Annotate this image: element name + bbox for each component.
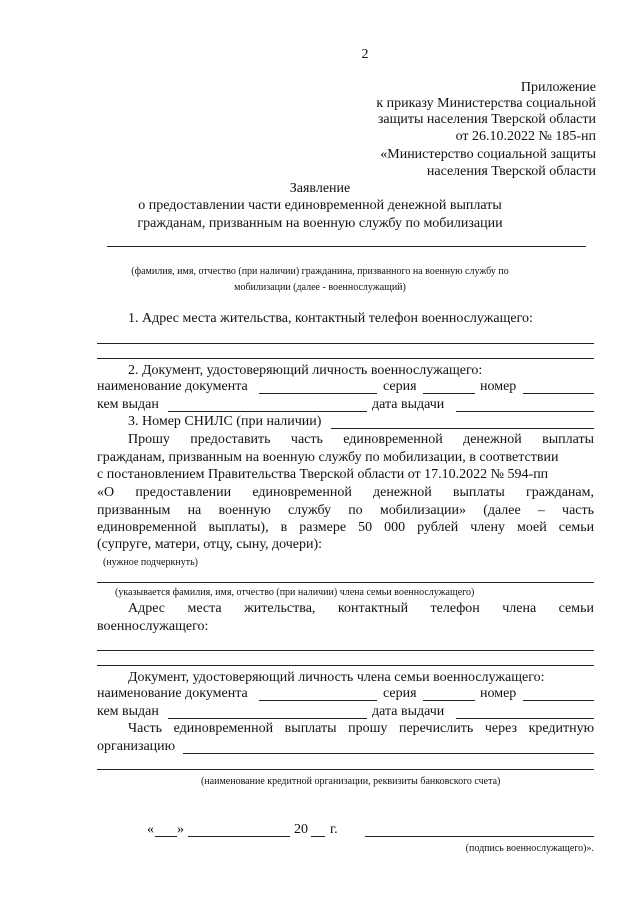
request-paragraph-line: Прошу предоставить часть единовременной денежной выплаты bbox=[128, 432, 595, 447]
year-prefix: 20 bbox=[294, 822, 308, 837]
doc-name-label: наименование документа bbox=[97, 686, 248, 701]
request-paragraph-line: «О предоставлении единовременной денежной выплаты гражданам, bbox=[97, 485, 594, 500]
family-address-field[interactable] bbox=[97, 665, 594, 666]
request-paragraph-line: призванным на военную службу по мобилизации» (далее – часть bbox=[97, 503, 595, 518]
fio-caption: (фамилия, имя, отчество (при наличии) гражданина, призванного на военную службу по bbox=[131, 266, 509, 277]
fio-line[interactable] bbox=[107, 246, 586, 247]
family-member-fio-line[interactable] bbox=[97, 582, 594, 583]
section-2-label: 2. Документ, удостоверяющий личность военнослужащего: bbox=[128, 363, 483, 378]
family-address-line: военнослужащего: bbox=[97, 619, 209, 634]
issue-date-field[interactable] bbox=[456, 718, 594, 719]
family-address-line: Адрес места жительства, контактный телефон члена семьи bbox=[128, 601, 595, 616]
series-label: серия bbox=[383, 686, 417, 701]
issue-date-label: дата выдачи bbox=[372, 397, 445, 412]
credit-org-caption: (наименование кредитной организации, реквизиты банковского счета) bbox=[201, 776, 501, 787]
document-title: Заявление bbox=[289, 181, 351, 196]
family-address-field[interactable] bbox=[97, 650, 594, 651]
appendix-line: защиты населения Тверской области bbox=[377, 112, 596, 127]
appendix-line: к приказу Министерства социальной bbox=[376, 96, 596, 111]
issued-by-label: кем выдан bbox=[97, 704, 159, 719]
day-field[interactable] bbox=[155, 836, 177, 837]
appendix-line: «Министерство социальной защиты bbox=[380, 147, 596, 162]
issued-by-label: кем выдан bbox=[97, 397, 159, 412]
request-paragraph-line: (супруге, матери, отцу, сыну, дочери): bbox=[97, 537, 323, 552]
fio-caption: мобилизации (далее - военнослужащий) bbox=[234, 282, 406, 293]
signature-field[interactable] bbox=[365, 836, 594, 837]
appendix-line: населения Тверской области bbox=[426, 164, 596, 179]
doc-name-field[interactable] bbox=[259, 700, 377, 701]
date-quote-close: » bbox=[177, 822, 184, 837]
issue-date-field[interactable] bbox=[456, 411, 594, 412]
issued-by-field[interactable] bbox=[168, 411, 367, 412]
section-3-label: 3. Номер СНИЛС (при наличии) bbox=[128, 414, 322, 429]
credit-org-field[interactable] bbox=[183, 753, 594, 754]
document-subtitle-line: гражданам, призванным на военную службу по мобилизации bbox=[137, 216, 503, 231]
signature-caption: (подпись военнослужащего)». bbox=[465, 843, 594, 854]
request-paragraph-line: гражданам, призванным на военную службу по мобилизации, в соответствии bbox=[97, 450, 559, 465]
series-field[interactable] bbox=[423, 700, 475, 701]
doc-name-label: наименование документа bbox=[97, 379, 248, 394]
issued-by-field[interactable] bbox=[168, 718, 367, 719]
year-field[interactable] bbox=[311, 836, 325, 837]
address-line[interactable] bbox=[97, 358, 594, 359]
page-number: 2 bbox=[361, 47, 369, 62]
month-field[interactable] bbox=[188, 836, 290, 837]
series-label: серия bbox=[383, 379, 417, 394]
number-field[interactable] bbox=[523, 700, 594, 701]
family-doc-label: Документ, удостоверяющий личность члена семьи военнослужащего: bbox=[128, 670, 545, 685]
doc-name-field[interactable] bbox=[259, 393, 377, 394]
series-field[interactable] bbox=[423, 393, 475, 394]
transfer-line: организацию bbox=[97, 739, 176, 754]
issue-date-label: дата выдачи bbox=[372, 704, 445, 719]
underline-note: (нужное подчеркнуть) bbox=[103, 557, 198, 568]
transfer-line: Часть единовременной выплаты прошу перечислить через кредитную bbox=[128, 721, 595, 736]
date-quote-open: « bbox=[147, 822, 154, 837]
section-1-label: 1. Адрес места жительства, контактный телефон военнослужащего: bbox=[128, 311, 533, 326]
family-member-caption: (указывается фамилия, имя, отчество (при наличии) члена семьи военнослужащего) bbox=[115, 587, 475, 598]
number-label: номер bbox=[480, 379, 517, 394]
snils-field[interactable] bbox=[331, 428, 594, 429]
request-paragraph-line: единовременной выплаты), в размере 50 000 рублей члену моей семьи bbox=[97, 520, 595, 535]
year-suffix: г. bbox=[330, 822, 338, 837]
request-paragraph-line: с постановлением Правительства Тверской области от 17.10.2022 № 594-пп bbox=[97, 467, 549, 482]
appendix-line: от 26.10.2022 № 185-нп bbox=[455, 129, 596, 144]
address-line[interactable] bbox=[97, 343, 594, 344]
credit-org-field[interactable] bbox=[97, 769, 594, 770]
number-label: номер bbox=[480, 686, 517, 701]
number-field[interactable] bbox=[523, 393, 594, 394]
document-subtitle-line: о предоставлении части единовременной денежной выплаты bbox=[138, 198, 502, 213]
appendix-line: Приложение bbox=[520, 80, 596, 95]
